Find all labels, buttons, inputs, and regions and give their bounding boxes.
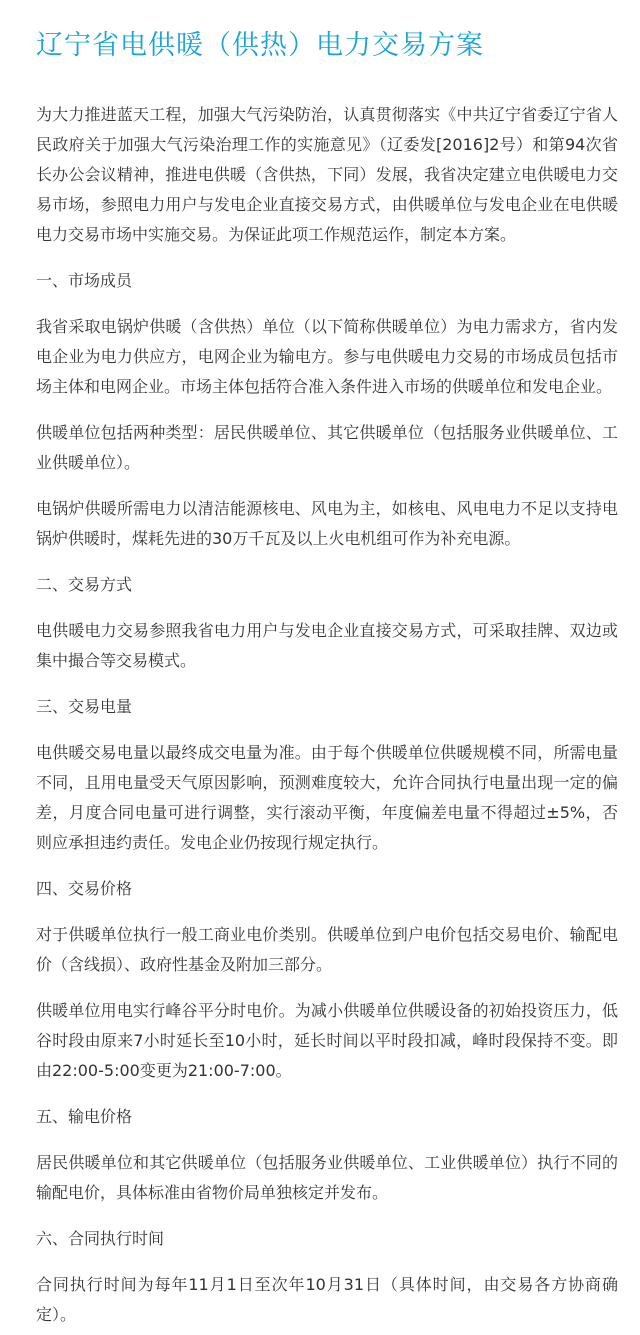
paragraph-price-category: 对于供暖单位执行一般工商业电价类别。供暖单位到户电价包括交易电价、输配电价（含线损）、政府性基金及附加三部分。 xyxy=(36,925,618,974)
paragraph-trading-volume: 电供暖交易电量以最终成交电量为准。由于每个供暖单位供暖规模不同，所需电量不同，且用电量受天气原因影响，预测难度较大，允许合同执行电量出现一定的偏差，月度合同电量可进行调整，实行滚动平衡，年度偏差电量不得超过±5%，否则应承担违约责任。发电企业仍按现行规定执行。 xyxy=(36,743,618,852)
article xyxy=(0,28,640,1330)
paragraph-contract-period: 合同执行时间为每年11月1日至次年10月31日（具体时间，由交易各方协商确定）。 xyxy=(36,1275,618,1324)
paragraph-power-sources: 电锅炉供暖所需电力以清洁能源核电、风电为主，如核电、风电电力不足以支持电锅炉供暖时，煤耗先进的30万千瓦及以上火电机组可作为补充电源。 xyxy=(36,499,618,548)
paragraph-transmission-price: 居民供暖单位和其它供暖单位（包括服务业供暖单位、工业供暖单位）执行不同的输配电价，具体标准由省物价局单独核定并发布。 xyxy=(36,1153,618,1202)
section-heading-market-members: 一、市场成员 xyxy=(36,271,133,290)
paragraph-market-members: 我省采取电锅炉供暖（含供热）单位（以下简称供暖单位）为电力需求方，省内发电企业为电力供应方，电网企业为输电方。参与电供暖电力交易的市场成员包括市场主体和电网企业。市场主体包括符合准入条件进入市场的供暖单位和发电企业。 xyxy=(36,317,618,396)
intro-paragraph: 为大力推进蓝天工程，加强大气污染防治，认真贯彻落实《中共辽宁省委辽宁省人民政府关于加强大气污染治理工作的实施意见》（辽委发[2016]2号）和第94次省长办公会议精神，推进电供暖（含供热，下同）发展，我省决定建立电供暖电力交易市场，参照电力用户与发电企业直接交易方式，由供暖单位与发电企业在电供暖电力交易市场中实施交易。为保证此项工作规范运作，制定本方案。 xyxy=(36,105,618,244)
article-body xyxy=(36,100,618,1330)
section-heading-trading-volume: 三、交易电量 xyxy=(36,697,133,716)
section-heading-trading-price: 四、交易价格 xyxy=(36,879,133,898)
section-heading-transmission-price: 五、输电价格 xyxy=(36,1107,133,1126)
article-title: 辽宁省电供暖（供热）电力交易方案 xyxy=(36,30,484,61)
section-heading-trading-method: 二、交易方式 xyxy=(36,575,133,594)
paragraph-time-of-use-price: 供暖单位用电实行峰谷平分时电价。为减小供暖单位供暖设备的初始投资压力，低谷时段由原来7小时延长至10小时，延长时间以平时段扣减，峰时段保持不变。即由22:00-5:00变更为21:00-7:00。 xyxy=(36,1001,618,1080)
paragraph-heating-unit-types: 供暖单位包括两种类型：居民供暖单位、其它供暖单位（包括服务业供暖单位、工业供暖单位）。 xyxy=(36,423,618,472)
section-heading-contract-period: 六、合同执行时间 xyxy=(36,1229,165,1248)
paragraph-trading-method: 电供暖电力交易参照我省电力用户与发电企业直接交易方式，可采取挂牌、双边或集中撮合等交易模式。 xyxy=(36,621,618,670)
